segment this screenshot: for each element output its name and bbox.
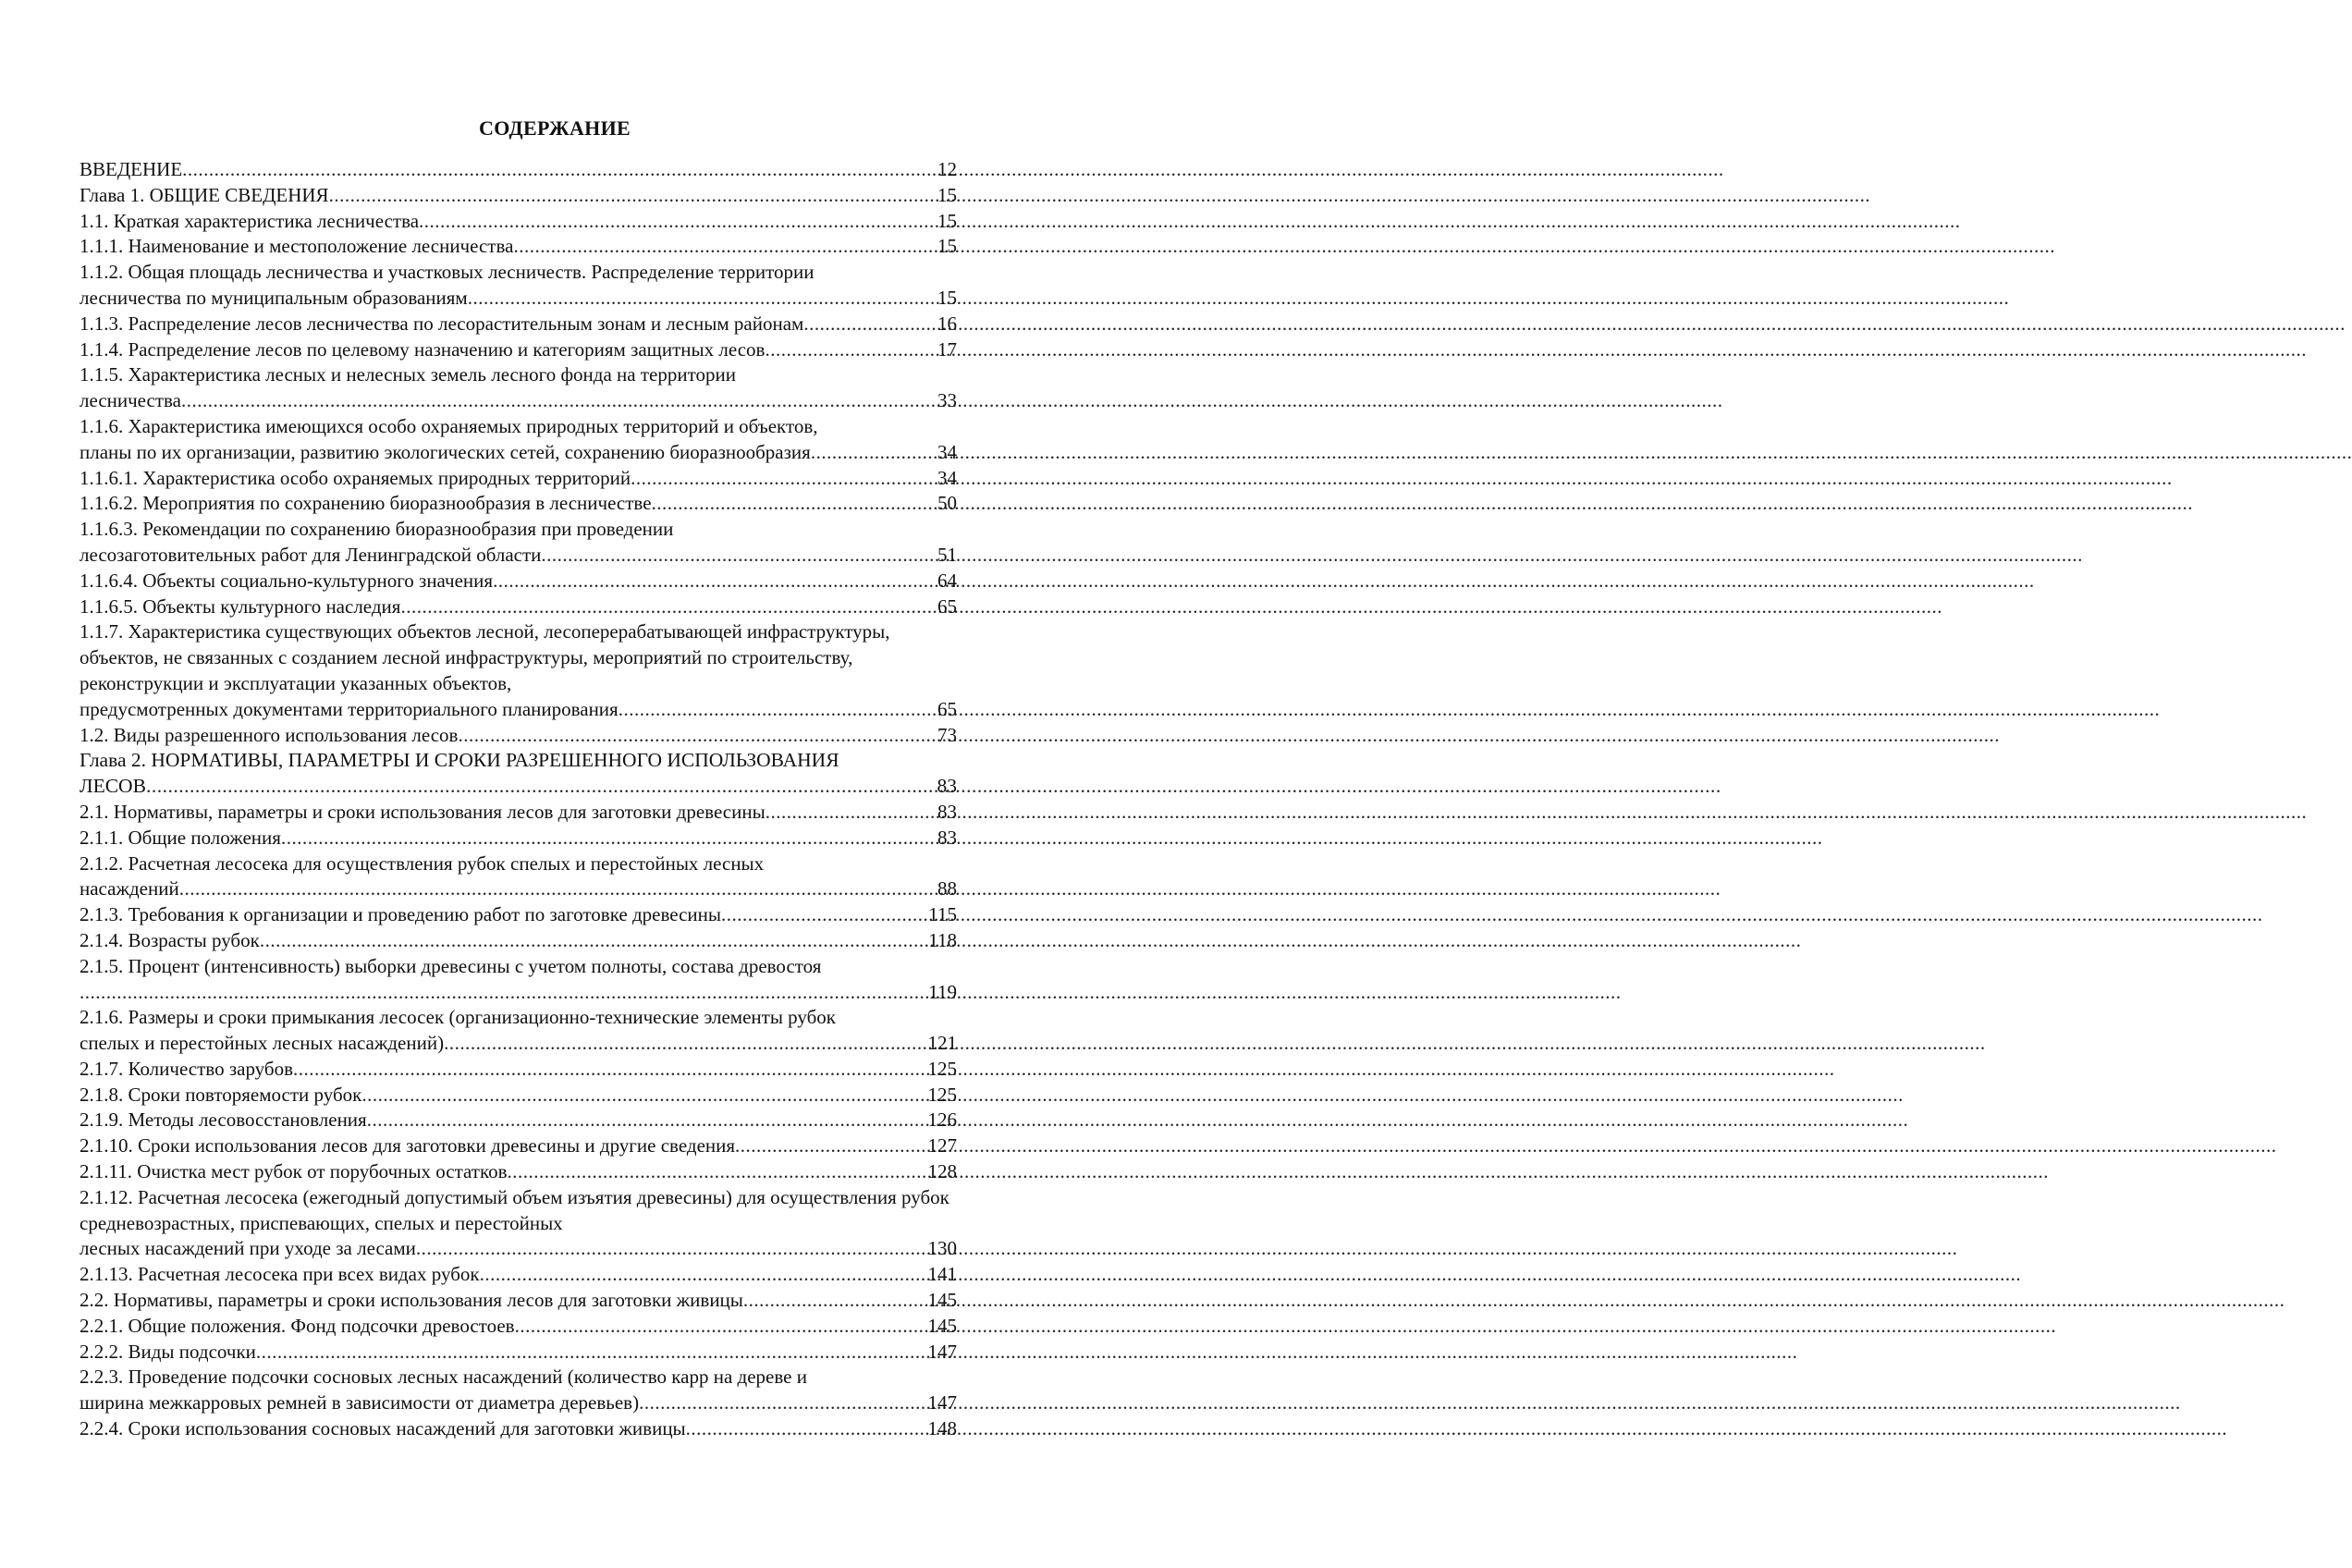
toc-entry-title: насаждений	[80, 877, 179, 900]
toc-entry-page-number: 64	[937, 569, 957, 592]
toc-entry-page-number: 148	[927, 1417, 957, 1440]
toc-entry[interactable]	[80, 1314, 957, 1340]
toc-entry-title: 1.1.6.5. Объекты культурного наследия	[80, 594, 401, 618]
toc-entry-line	[80, 1133, 957, 1159]
toc-entry-title: предусмотренных документами территориального планирования	[80, 697, 619, 720]
dot-leader	[80, 980, 926, 1006]
toc-entry[interactable]	[80, 1262, 957, 1288]
toc-entry-page-number: 126	[927, 1109, 957, 1132]
toc-entry-line	[80, 1390, 957, 1416]
toc-entry-line	[80, 286, 957, 312]
toc-entry-title: 2.1.13. Расчетная лесосека при всех видах рубок	[80, 1263, 480, 1286]
toc-entry-title: 1.1.6.4. Объекты социально-культурного значения	[80, 569, 494, 592]
toc-entry[interactable]	[80, 723, 957, 749]
toc-entry[interactable]	[80, 183, 957, 209]
toc-entry[interactable]	[80, 954, 957, 1006]
toc-entry-line	[80, 209, 957, 235]
toc-entry-line	[80, 876, 957, 902]
toc-entry-title: лесных насаждений при уходе за лесами	[80, 1237, 416, 1260]
toc-entry-heading-text: 1.1.6.3. Рекомендации по сохранению биоразнообразия при проведении	[80, 518, 674, 541]
toc-entry-line	[80, 1057, 957, 1083]
dot-leader	[803, 312, 936, 337]
toc-entry[interactable]	[80, 1133, 957, 1159]
toc-entry-heading-text: 2.1.12. Расчетная лесосека (ежегодный допустимый объем изъятия древесины) для осуществления рубок средневозрастных, приспевающих, спелых и перестойных	[80, 1185, 949, 1234]
dot-leader	[508, 1159, 926, 1185]
toc-entry[interactable]	[80, 362, 957, 414]
dot-leader	[765, 337, 936, 363]
toc-entry-line	[80, 902, 957, 928]
toc-entry[interactable]	[80, 337, 957, 363]
toc-entry-line	[80, 1340, 957, 1366]
toc-entry-line	[80, 388, 957, 414]
toc-entry[interactable]	[80, 1185, 957, 1262]
toc-entry-page-number: 34	[937, 440, 957, 463]
toc-entry-title: 1.1.6.1. Характеристика особо охраняемых природных территорий	[80, 466, 631, 489]
toc-entry-line	[80, 234, 957, 260]
toc-entry[interactable]	[80, 1416, 957, 1442]
toc-entry[interactable]	[80, 414, 957, 466]
toc-entry-title: лесозаготовительных работ для Ленинградской области	[80, 543, 542, 566]
toc-entry-page-number: 50	[937, 492, 957, 515]
toc-entry-line	[80, 157, 957, 183]
toc-entry-page-number: 118	[928, 928, 957, 951]
toc-entry-line	[80, 1314, 957, 1340]
dot-leader	[329, 183, 936, 209]
dot-leader	[735, 1133, 925, 1159]
toc-entry[interactable]	[80, 800, 957, 826]
toc-entry-page-number: 125	[927, 1057, 957, 1080]
dot-leader	[619, 697, 936, 723]
toc-entry-line	[80, 1108, 957, 1133]
toc-entry-title: лесничества по муниципальным образованиям	[80, 286, 468, 309]
toc-entry-title: 2.2.2. Виды подсочки	[80, 1340, 256, 1363]
toc-entry-page-number: 119	[928, 980, 957, 1003]
toc-entry-line	[80, 800, 957, 826]
toc-entry-line	[80, 723, 957, 749]
toc-entry-title: 2.1.11. Очистка мест рубок от порубочных остатков	[80, 1160, 508, 1183]
toc-entry-line	[80, 1236, 957, 1262]
dot-leader	[256, 1340, 926, 1366]
toc-entry[interactable]	[80, 157, 957, 183]
toc-entry-title: 2.1.9. Методы лесовосстановления	[80, 1109, 367, 1132]
toc-entry-title: спелых и перестойных лесных насаждений)	[80, 1032, 445, 1055]
toc-entry-page-number: 65	[937, 697, 957, 720]
toc-entry[interactable]	[80, 1159, 957, 1185]
toc-entry[interactable]	[80, 260, 957, 312]
dot-leader	[260, 928, 926, 954]
toc-entry[interactable]	[80, 517, 957, 569]
toc-entry-title: лесничества	[80, 389, 181, 412]
dot-leader	[458, 723, 936, 749]
dot-leader	[811, 440, 936, 466]
toc-entry-title: 1.1.6.2. Мероприятия по сохранению биоразнообразия в лесничестве	[80, 492, 652, 515]
toc-entry[interactable]	[80, 1108, 957, 1133]
toc-entry[interactable]	[80, 209, 957, 235]
toc-entry-heading-text: 2.1.2. Расчетная лесосека для осуществления рубок спелых и перестойных лесных	[80, 851, 765, 875]
dot-leader	[541, 543, 936, 569]
toc-entry-line	[80, 569, 957, 594]
toc-entry-line	[80, 312, 957, 337]
toc-entry-title: ВВЕДЕНИЕ	[80, 158, 183, 180]
dot-leader	[179, 876, 936, 902]
toc-entry-line	[80, 980, 957, 1006]
toc-entry-title: 2.1.10. Сроки использования лесов для заготовки древесины и другие сведения	[80, 1134, 736, 1158]
toc-entry-line	[80, 1288, 957, 1314]
dot-leader	[367, 1108, 926, 1133]
toc-entry-heading-text: 2.1.6. Размеры и сроки примыкания лесосек (организационно-технические элементы рубок	[80, 1006, 837, 1029]
toc-entry-page-number: 83	[937, 800, 957, 823]
toc-entry-page-number: 15	[937, 209, 957, 232]
toc-entry[interactable]	[80, 1365, 957, 1416]
dot-leader	[416, 1236, 926, 1262]
toc-entry-heading-text: 2.1.5. Процент (интенсивность) выборки древесины с учетом полноты, состава древостоя	[80, 954, 822, 977]
toc-entry-heading-text: 1.1.2. Общая площадь лесничества и участковых лесничеств. Распределение территории	[80, 261, 815, 284]
dot-leader	[419, 209, 936, 235]
toc-entry-heading-text: Глава 2. НОРМАТИВЫ, ПАРАМЕТРЫ И СРОКИ РАЗРЕШЕННОГО ИСПОЛЬЗОВАНИЯ	[80, 749, 839, 772]
toc-entry-heading-text: 1.1.6. Характеристика имеющихся особо охраняемых природных территорий и объектов,	[80, 414, 818, 437]
toc-entry-line	[80, 1083, 957, 1109]
toc-entry-title: 2.1.7. Количество зарубов	[80, 1057, 293, 1080]
dot-leader	[182, 157, 936, 183]
toc-entry-page-number: 128	[927, 1160, 957, 1183]
toc-entry-page-number: 88	[937, 877, 957, 900]
toc-entry-line	[80, 1159, 957, 1185]
dot-leader	[146, 774, 936, 800]
toc-entry-page-number: 121	[927, 1032, 957, 1055]
toc-entry-title: 2.1.4. Возрасты рубок	[80, 928, 260, 951]
toc-entry-title: ширина межкарровых ремней в зависимости от диаметра деревьев)	[80, 1391, 640, 1415]
toc-entry-title: 2.2. Нормативы, параметры и сроки использования лесов для заготовки живицы	[80, 1289, 743, 1312]
toc-entry[interactable]	[80, 748, 957, 800]
dot-leader	[181, 388, 936, 414]
toc-entry[interactable]	[80, 594, 957, 620]
toc-entry-line	[80, 697, 957, 723]
toc-entry[interactable]	[80, 491, 957, 517]
dot-leader	[639, 1390, 925, 1416]
toc-entry-title: 1.2. Виды разрешенного использования лесов	[80, 723, 459, 746]
toc-entry-title: 1.1.3. Распределение лесов лесничества по лесорастительным зонам и лесным районам	[80, 312, 804, 335]
toc-entry[interactable]	[80, 1005, 957, 1057]
toc-entry-page-number: 33	[937, 389, 957, 412]
toc-entry-title: 2.1.1. Общие положения	[80, 826, 281, 849]
toc-entry-page-number: 141	[927, 1263, 957, 1286]
toc-entry-title: 2.1.8. Сроки повторяемости рубок	[80, 1083, 362, 1106]
toc-entry[interactable]	[80, 1083, 957, 1109]
toc-entry-line	[80, 774, 957, 800]
toc-entry-heading-text: 1.1.7. Характеристика существующих объектов лесной, лесоперерабатывающей инфраструктуры, объектов, не связанных с созданием лесной инфраструктуры, мероприятий по строительству, реконструкции и эксплуатации указанных объектов,	[80, 620, 890, 694]
toc-entry[interactable]	[80, 902, 957, 928]
toc-entry[interactable]	[80, 928, 957, 954]
toc-entry[interactable]	[80, 619, 957, 722]
toc-entry-page-number: 130	[927, 1237, 957, 1260]
toc-entry-page-number: 51	[937, 543, 957, 566]
toc-entry-line	[80, 1262, 957, 1288]
dot-leader	[361, 1083, 925, 1109]
toc-entry-title: ЛЕСОВ	[80, 775, 146, 798]
dot-leader	[480, 1262, 926, 1288]
toc-entry-page-number: 17	[937, 337, 957, 361]
toc-entry-line	[80, 491, 957, 517]
toc-entry-page-number: 147	[927, 1340, 957, 1363]
toc-entry[interactable]	[80, 234, 957, 260]
toc-entry-title: 2.2.4. Сроки использования сосновых насаждений для заготовки живицы	[80, 1417, 686, 1440]
toc-entry-page-number: 83	[937, 775, 957, 798]
toc-entry-title: 1.1. Краткая характеристика лесничества	[80, 209, 420, 232]
toc-entry-page-number: 15	[937, 183, 957, 206]
toc-entry-line	[80, 1416, 957, 1442]
toc-entry-title: 2.2.1. Общие положения. Фонд подсочки древостоев	[80, 1314, 515, 1337]
toc-entry-page-number: 34	[937, 466, 957, 489]
toc-entry-line	[80, 466, 957, 492]
toc-entry-heading-text: 1.1.5. Характеристика лесных и нелесных земель лесного фонда на территории	[80, 363, 736, 386]
dot-leader	[400, 594, 936, 620]
table-of-contents	[80, 157, 957, 1442]
toc-entry-line	[80, 1031, 957, 1057]
dot-leader	[293, 1057, 926, 1083]
dot-leader	[686, 1416, 926, 1442]
toc-entry[interactable]	[80, 1057, 957, 1083]
dot-leader	[468, 286, 936, 312]
toc-entry-page-number: 147	[927, 1391, 957, 1415]
toc-entry-line	[80, 594, 957, 620]
dot-leader	[513, 234, 936, 260]
toc-entry-line	[80, 543, 957, 569]
toc-entry[interactable]	[80, 569, 957, 594]
toc-entry-page-number: 73	[937, 723, 957, 746]
toc-entry[interactable]	[80, 851, 957, 903]
dot-leader	[281, 826, 936, 851]
toc-entry-line	[80, 337, 957, 363]
toc-entry-title: 2.1. Нормативы, параметры и сроки использования лесов для заготовки древесины	[80, 800, 766, 823]
dot-leader	[515, 1314, 926, 1340]
toc-entry-page-number: 12	[937, 158, 957, 180]
toc-entry-line	[80, 826, 957, 851]
toc-entry-line	[80, 183, 957, 209]
toc-entry-page-number: 145	[927, 1314, 957, 1337]
toc-entry[interactable]	[80, 1340, 957, 1366]
toc-entry-heading-text: 2.2.3. Проведение подсочки сосновых лесных насаждений (количество карр на дереве и	[80, 1366, 807, 1389]
toc-entry-title: 2.1.3. Требования к организации и проведению работ по заготовке древесины	[80, 903, 721, 926]
toc-entry-page-number: 16	[937, 312, 957, 335]
toc-entry-page-number: 15	[937, 235, 957, 258]
toc-entry-line	[80, 928, 957, 954]
dot-leader	[444, 1031, 925, 1057]
toc-entry-page-number: 127	[927, 1134, 957, 1158]
toc-entry[interactable]	[80, 826, 957, 851]
dot-leader	[652, 491, 936, 517]
toc-entry[interactable]	[80, 466, 957, 492]
toc-entry-page-number: 83	[937, 826, 957, 849]
toc-entry-page-number: 145	[927, 1289, 957, 1312]
dot-leader	[766, 800, 936, 826]
toc-entry[interactable]	[80, 1288, 957, 1314]
toc-entry-title: планы по их организации, развитию экологических сетей, сохранению биоразнообразия	[80, 440, 811, 463]
document-page	[0, 0, 1109, 1568]
toc-entry-page-number: 125	[927, 1083, 957, 1106]
toc-entry-page-number: 15	[937, 286, 957, 309]
toc-entry-title: Глава 1. ОБЩИЕ СВЕДЕНИЯ	[80, 183, 329, 206]
toc-entry-page-number: 115	[928, 903, 957, 926]
page-title: СОДЕРЖАНИЕ	[479, 116, 631, 140]
toc-entry-title: 1.1.1. Наименование и местоположение лесничества	[80, 235, 514, 258]
toc-entry[interactable]	[80, 312, 957, 337]
dot-leader	[743, 1288, 926, 1314]
toc-entry-title: 1.1.4. Распределение лесов по целевому назначению и категориям защитных лесов	[80, 337, 766, 361]
dot-leader	[493, 569, 936, 594]
dot-leader	[721, 902, 926, 928]
toc-entry-page-number: 65	[937, 594, 957, 618]
toc-entry-line	[80, 440, 957, 466]
dot-leader	[631, 466, 936, 492]
